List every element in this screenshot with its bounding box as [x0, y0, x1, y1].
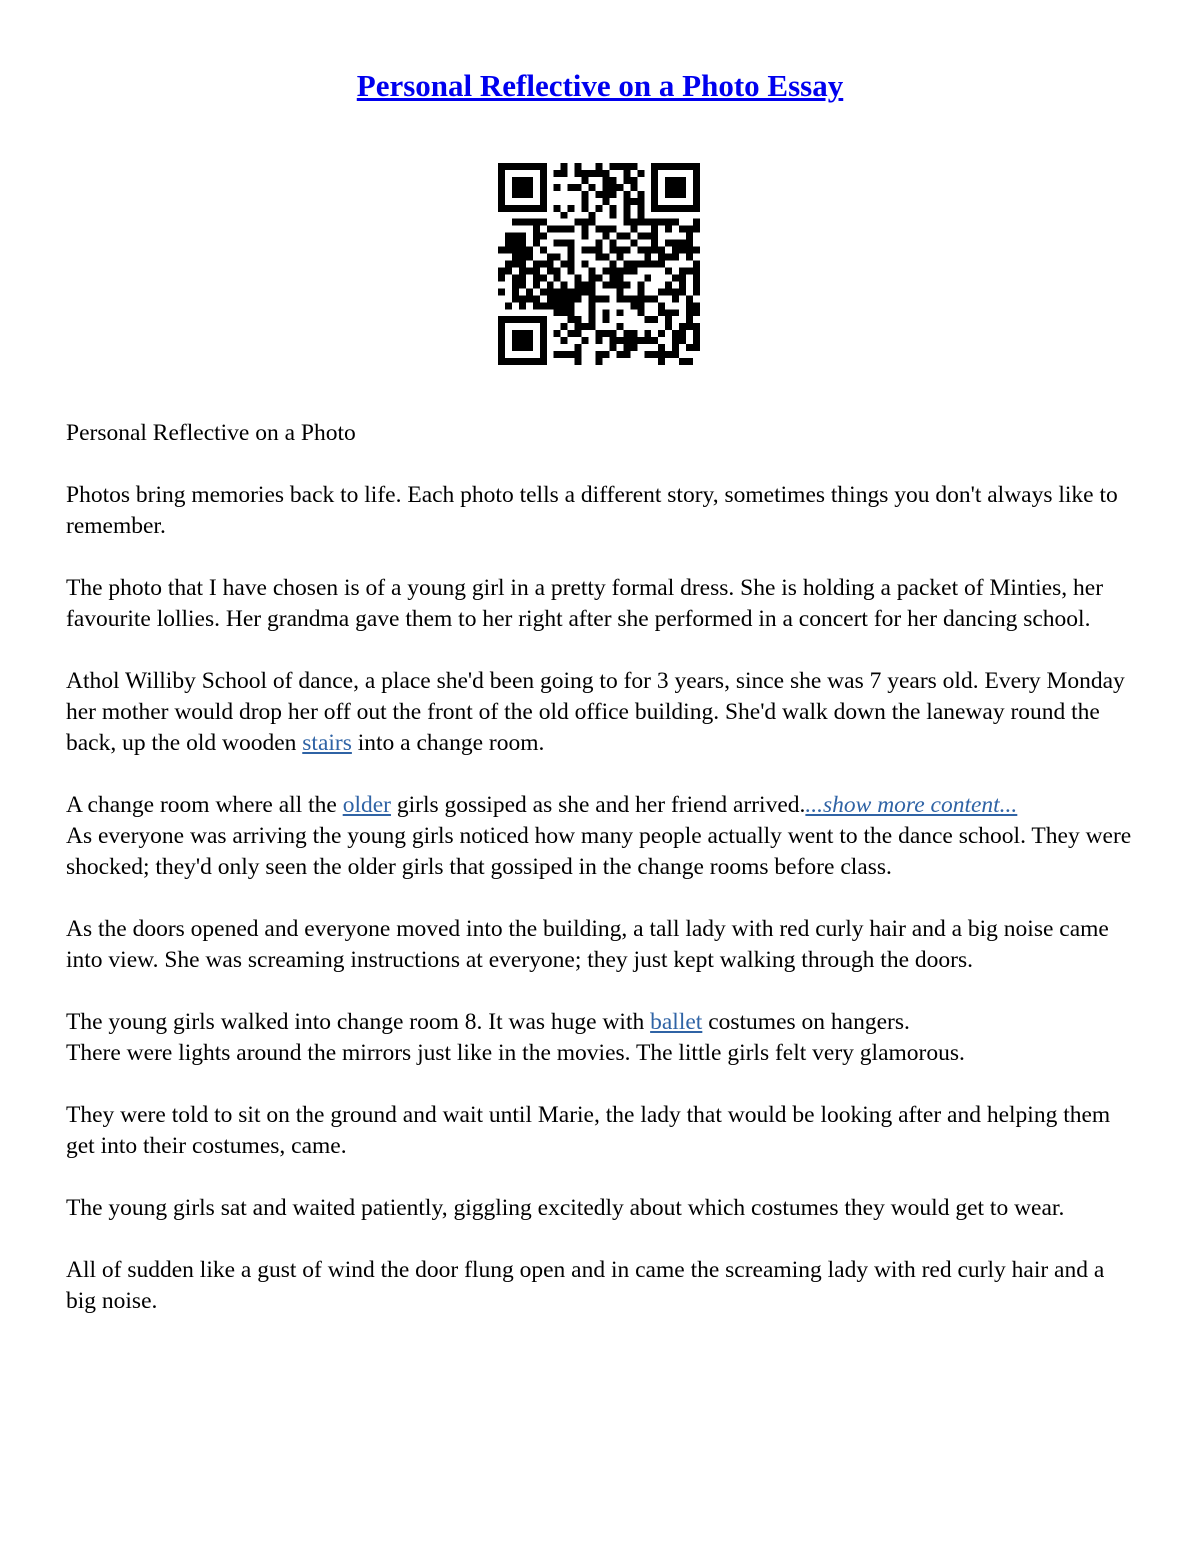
qr-code-icon: [498, 163, 700, 365]
paragraph-2: The photo that I have chosen is of a young girl in a pretty formal dress. She is holding a packet of Minties, her favourite lollies. Her grandma gave them to her right after she performed in a concert for her dancing school.: [66, 575, 1104, 632]
paragraph-4-text-a: A change room where all the: [66, 792, 343, 818]
title-link[interactable]: Personal Reflective on a Photo Essay: [356, 68, 844, 103]
paragraph-9: The young girls sat and waited patiently, giggling excitedly about which costumes they would get to wear.: [66, 1195, 1065, 1221]
paragraph-4: [66, 790, 1138, 821]
document-body: [66, 418, 1138, 1348]
keyword-link-ballet[interactable]: ballet: [650, 1009, 703, 1035]
keyword-link-older[interactable]: older: [342, 792, 391, 818]
keyword-link-stairs[interactable]: stairs: [302, 730, 352, 756]
paragraph-3-text-a: Athol Williby School of dance, a place she'd been going to for 3 years, since she was 7 years old. Every Monday her mother would drop her off out the front of the old office building. She'd walk down the laneway round the back, up the old wooden: [66, 668, 1125, 756]
paragraph-10: All of sudden like a gust of wind the door flung open and in came the screaming lady with red curly hair and a big noise.: [66, 1257, 1105, 1314]
paragraph-3: [66, 666, 1138, 759]
paragraph-1: Photos bring memories back to life. Each photo tells a different story, sometimes things you don't always like to remember.: [66, 482, 1118, 539]
paragraph-7-text-b: costumes on hangers.: [702, 1009, 910, 1035]
paragraph-5: As everyone was arriving the young girls noticed how many people actually went to the dance school. They were shocked; they'd only seen the older girls that gossiped in the change rooms before class.: [66, 823, 1132, 880]
paragraph-8: They were told to sit on the ground and wait until Marie, the lady that would be looking after and helping them get into their costumes, came.: [66, 1102, 1111, 1159]
show-more-link[interactable]: ...show more content...: [805, 792, 1018, 818]
paragraph-4-text-b: girls gossiped as she and her friend arrived.: [390, 792, 806, 818]
document-title: [0, 66, 1200, 106]
paragraph-7-text-a: The young girls walked into change room 8. It was huge with: [66, 1009, 651, 1035]
paragraph-6: As the doors opened and everyone moved into the building, a tall lady with red curly hair and a big noise came into view. She was screaming instructions at everyone; they just kept walking through the doors.: [66, 916, 1109, 973]
paragraph-7: [66, 1007, 1138, 1069]
paragraph-3-text-b: into a change room.: [351, 730, 545, 756]
body-subtitle: Personal Reflective on a Photo: [66, 420, 356, 446]
paragraph-7-line-2: There were lights around the mirrors just like in the movies. The little girls felt very glamorous.: [66, 1040, 965, 1066]
